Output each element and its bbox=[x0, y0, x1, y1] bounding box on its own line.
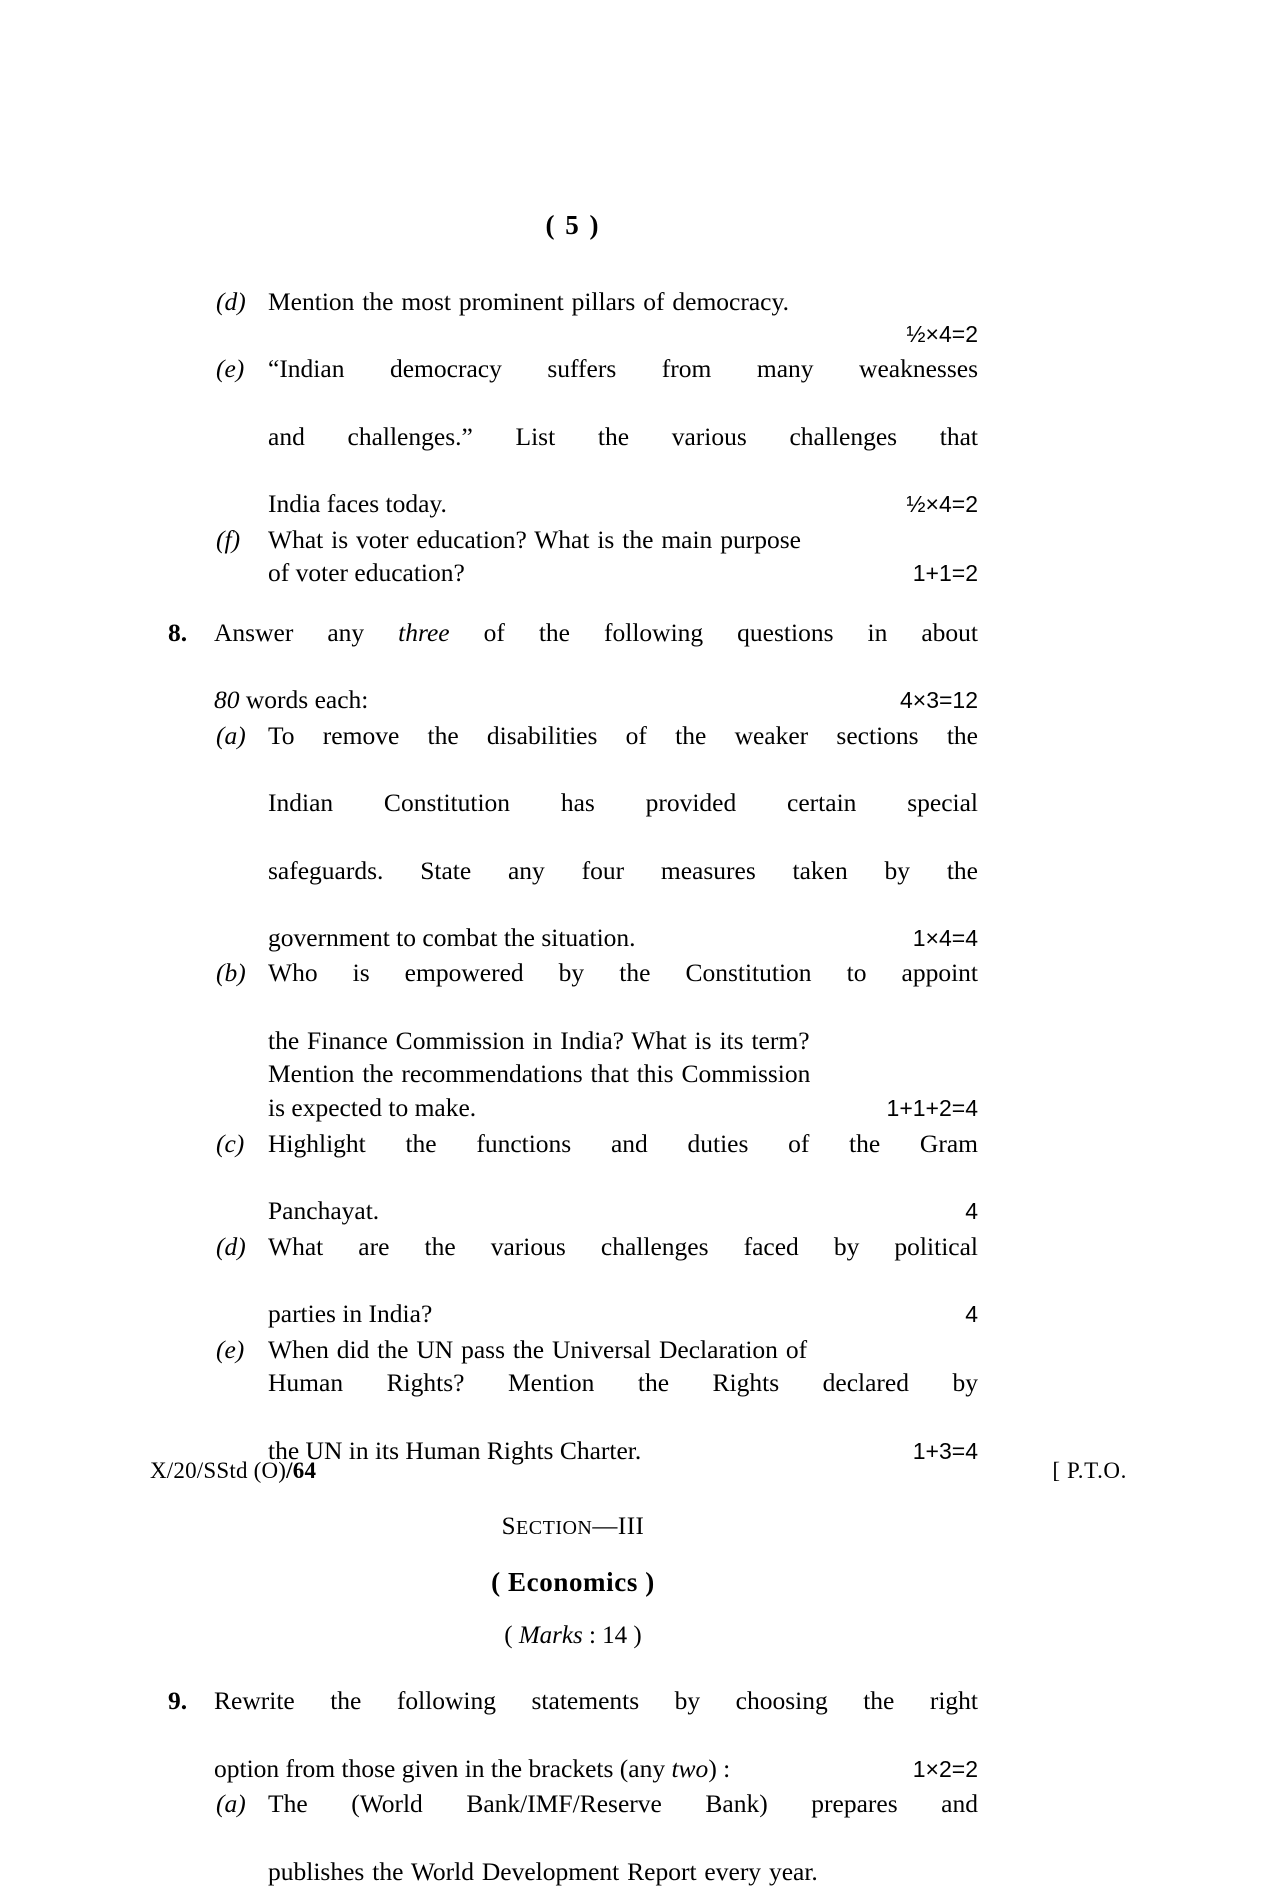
question-number: 8. bbox=[168, 617, 188, 647]
item-text-line: Human Rights? Mention the Rights declared by bbox=[268, 1368, 978, 1398]
marks-value: 4 bbox=[965, 1301, 978, 1328]
list-item bbox=[168, 956, 978, 1124]
item-body bbox=[268, 719, 978, 955]
stem-text-d: words each: bbox=[239, 685, 369, 715]
stem-text-c bbox=[214, 683, 368, 717]
section-heading-initial: S bbox=[501, 1513, 517, 1541]
item-tag: (d) bbox=[216, 287, 246, 316]
question-7-continued-items bbox=[168, 285, 978, 590]
item-text-line: India faces today. bbox=[268, 488, 447, 518]
list-item bbox=[168, 1787, 978, 1888]
item-text-line: Mention the recommendations that this Commission bbox=[268, 1059, 811, 1089]
item-text-line: When did the UN pass the Universal Declaration of bbox=[268, 1334, 808, 1364]
marks-value: 1+3=4 bbox=[912, 1437, 978, 1464]
list-item bbox=[168, 523, 978, 590]
marks-value: 1+1=2 bbox=[912, 560, 978, 587]
item-body bbox=[268, 285, 978, 350]
item-text-line: is expected to make. bbox=[268, 1093, 477, 1123]
question-stem bbox=[214, 1684, 978, 1785]
item-body bbox=[268, 1787, 978, 1888]
stem-text-a: option from those given in the brackets (any bbox=[214, 1753, 672, 1783]
item-text-line: To remove the disabilities of the weaker sections the bbox=[268, 720, 978, 750]
item-last-line-with-marks bbox=[268, 487, 978, 521]
item-text-line: and challenges.” List the various challenges that bbox=[268, 421, 978, 451]
stem-text-b: of the following questions in about bbox=[449, 617, 978, 647]
section-subject-title: ( Economics ) bbox=[491, 1567, 655, 1598]
marks-value: ½×4=2 bbox=[906, 490, 978, 517]
list-item bbox=[168, 719, 978, 955]
stem-emphasis-two: two bbox=[671, 1753, 709, 1783]
item-text-line: government to combat the situation. bbox=[268, 922, 636, 952]
item-text-line: What is voter education? What is the main purpose bbox=[268, 524, 801, 554]
question-stem-line bbox=[214, 1752, 730, 1786]
item-tag: (b) bbox=[216, 958, 246, 988]
question-number: 9. bbox=[168, 1686, 188, 1716]
item-tag: (f) bbox=[216, 524, 241, 554]
section-heading-rest: ECTION bbox=[516, 1517, 593, 1540]
item-text-line: What are the various challenges faced by political bbox=[268, 1231, 978, 1261]
marks-line bbox=[268, 317, 978, 351]
marks-value: 1+1+2=4 bbox=[886, 1095, 978, 1122]
item-tag: (d) bbox=[216, 1231, 246, 1261]
item-tag: (a) bbox=[216, 1789, 246, 1819]
item-last-line-with-marks bbox=[268, 1194, 978, 1228]
item-text-line: Highlight the functions and duties of the Gram bbox=[268, 1128, 978, 1158]
marks-value: 4×3=12 bbox=[899, 687, 978, 714]
item-tag: (a) bbox=[216, 720, 246, 750]
question-stem-last-line-with-marks bbox=[214, 1752, 978, 1786]
item-text: Mention the most prominent pillars of democracy. bbox=[268, 287, 789, 316]
item-text-line: parties in India? bbox=[268, 1299, 433, 1329]
footer-pto: [ P.T.O. bbox=[1052, 1458, 1127, 1483]
item-text-line: publishes the World Development Report every year. bbox=[268, 1856, 818, 1886]
page-footer bbox=[150, 1458, 1127, 1484]
item-text-line: Panchayat. bbox=[268, 1196, 380, 1226]
question-stem bbox=[214, 616, 978, 717]
list-item bbox=[168, 352, 978, 520]
item-last-line-with-marks bbox=[268, 921, 978, 955]
item-body bbox=[268, 1127, 978, 1228]
marks-value: 1×2=2 bbox=[912, 1755, 978, 1782]
item-body bbox=[268, 1230, 978, 1331]
item-tag: (e) bbox=[216, 354, 245, 384]
footer-code-text: X/20/SStd (O) bbox=[150, 1458, 287, 1483]
section-marks-line bbox=[168, 1622, 978, 1650]
item-body bbox=[268, 956, 978, 1124]
list-item bbox=[168, 285, 978, 350]
item-text-line: The (World Bank/IMF/Reserve Bank) prepares and bbox=[268, 1789, 978, 1819]
marks-value: ½×4=2 bbox=[906, 320, 978, 347]
question-8 bbox=[168, 616, 978, 717]
page-number: ( 5 ) bbox=[545, 210, 601, 240]
marks-value: 1×4=4 bbox=[912, 924, 978, 951]
list-item bbox=[168, 1127, 978, 1228]
item-body bbox=[268, 352, 978, 520]
item-text-line: “Indian democracy suffers from many weaknesses bbox=[268, 354, 978, 384]
stem-text-a: Answer any bbox=[214, 617, 399, 647]
section-heading bbox=[168, 1513, 978, 1541]
section-heading-number: —III bbox=[592, 1513, 645, 1541]
list-item bbox=[168, 1333, 978, 1468]
item-last-line-with-marks bbox=[268, 1091, 978, 1125]
footer-paper-code bbox=[150, 1458, 316, 1484]
item-tag: (e) bbox=[216, 1334, 245, 1364]
item-text-line: the UN in its Human Rights Charter. bbox=[268, 1435, 642, 1465]
section-marks-value: : 14 ) bbox=[582, 1622, 642, 1650]
page-content bbox=[168, 0, 978, 1890]
item-text-line: Indian Constitution has provided certain special bbox=[268, 788, 978, 818]
item-text-line: the Finance Commission in India? What is its term? bbox=[268, 1025, 810, 1055]
item-body bbox=[268, 523, 978, 590]
stem-text-b: ) : bbox=[708, 1753, 731, 1783]
footer-code-suffix: /64 bbox=[286, 1458, 317, 1483]
list-item bbox=[168, 1230, 978, 1331]
section-marks-open: ( bbox=[504, 1622, 519, 1650]
item-text-line: of voter education? bbox=[268, 558, 465, 588]
question-stem-line: Rewrite the following statements by choosing the right bbox=[214, 1686, 978, 1716]
item-body bbox=[268, 1333, 978, 1468]
item-text-line: safeguards. State any four measures taken by the bbox=[268, 855, 978, 885]
item-last-line-with-marks bbox=[268, 1297, 978, 1331]
section-marks-label: Marks bbox=[518, 1622, 583, 1650]
question-stem-last-line-with-marks bbox=[214, 683, 978, 717]
stem-emphasis-eighty: 80 bbox=[214, 685, 240, 715]
marks-value: 4 bbox=[965, 1198, 978, 1225]
question-9 bbox=[168, 1684, 978, 1785]
question-stem-line bbox=[214, 616, 978, 683]
item-last-line-with-marks bbox=[268, 556, 978, 590]
item-text-line: Who is empowered by the Constitution to appoint bbox=[268, 958, 978, 988]
stem-emphasis-three: three bbox=[398, 617, 450, 647]
item-tag: (c) bbox=[216, 1128, 245, 1158]
